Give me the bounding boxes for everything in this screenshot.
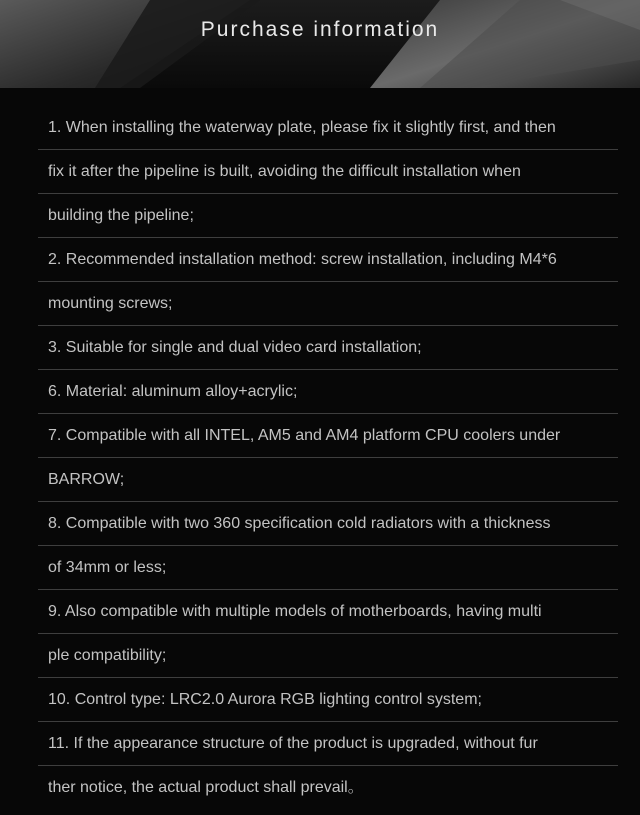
info-line: BARROW; (38, 458, 618, 502)
info-line: ple compatibility; (38, 634, 618, 678)
info-line: 6. Material: aluminum alloy+acrylic; (38, 370, 618, 414)
info-line: 8. Compatible with two 360 specification cold radiators with a thickness (38, 502, 618, 546)
info-line: fix it after the pipeline is built, avoiding the difficult installation when (38, 150, 618, 194)
purchase-info-list (38, 106, 618, 810)
info-line: 9. Also compatible with multiple models of motherboards, having multi (38, 590, 618, 634)
info-line: building the pipeline; (38, 194, 618, 238)
page-title: Purchase information (200, 18, 440, 41)
info-line: 3. Suitable for single and dual video card installation; (38, 326, 618, 370)
info-line: ther notice, the actual product shall prevail。 (48, 779, 364, 796)
info-line: 10. Control type: LRC2.0 Aurora RGB lighting control system; (38, 678, 618, 722)
info-line: 7. Compatible with all INTEL, AM5 and AM4 platform CPU coolers under (38, 414, 618, 458)
info-line: 2. Recommended installation method: screw installation, including M4*6 (38, 238, 618, 282)
info-line: 1. When installing the waterway plate, please fix it slightly first, and then (38, 106, 618, 150)
info-line: mounting screws; (38, 282, 618, 326)
info-line: 11. If the appearance structure of the product is upgraded, without fur (38, 722, 618, 766)
info-line: of 34mm or less; (38, 546, 618, 590)
banner-background-graphic (0, 0, 640, 88)
header-banner (0, 0, 640, 88)
